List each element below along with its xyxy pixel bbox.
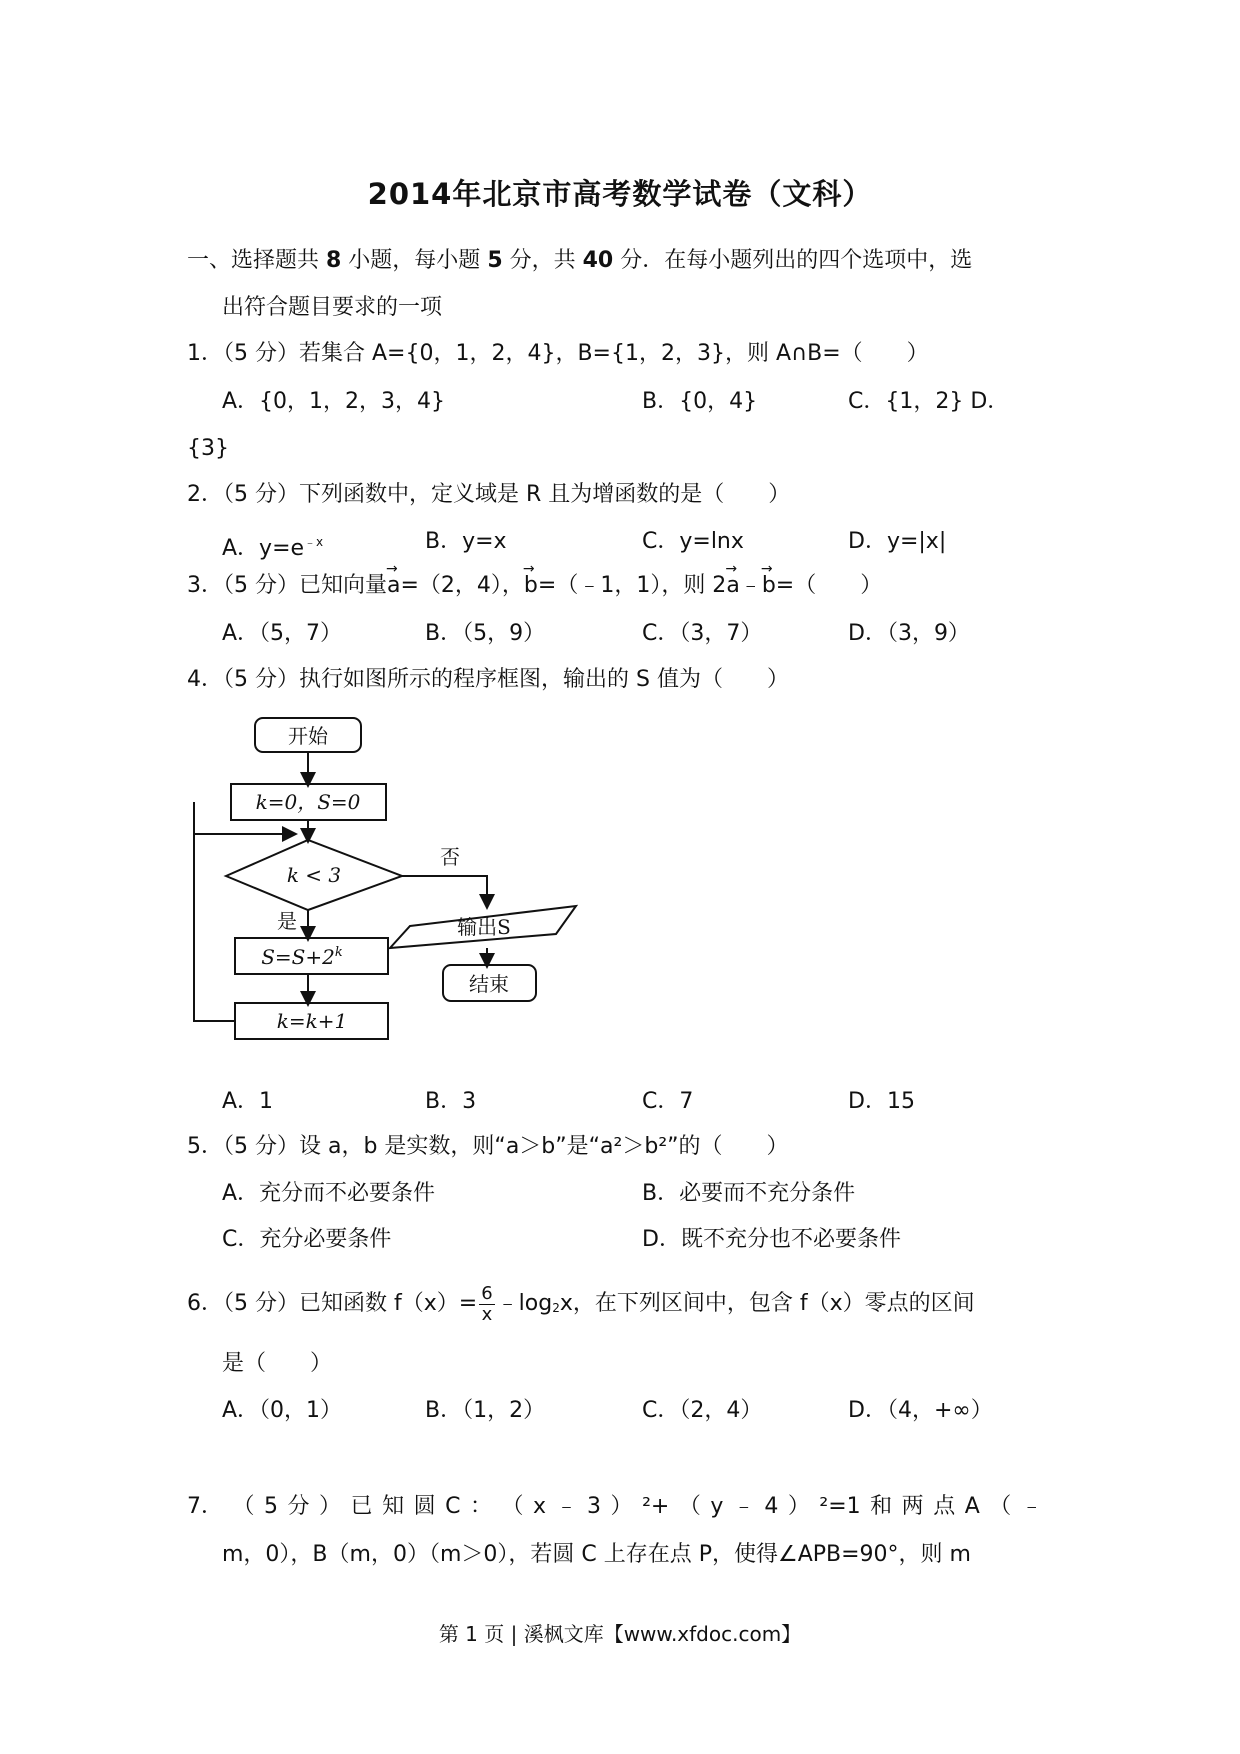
section-count: 8 [326,248,342,273]
question-4-option-b: B．3 [425,1089,477,1114]
question-1-option-a: A．{0，1，2，3，4} [222,389,446,414]
section-points-each: 5 [487,248,503,273]
question-1-option-c: C．{1，2} D． [848,389,1010,414]
question-3-option-d: D．（3，9） [848,621,970,646]
question-6-option-d: D．（4，+∞） [848,1398,993,1423]
question-5-stem: 5．（5 分）设 a，b 是实数，则“a＞b”是“a²＞b²”的（ ） [187,1134,789,1159]
question-4-stem: 4．（5 分）执行如图所示的程序框图，输出的 S 值为（ ） [187,667,789,692]
question-3-stem: 3．（5 分）已知向量→ a=（2，4），→ b=（﹣1，1），则 2→ a﹣→ b=（ ） [187,572,882,600]
vector-b: → b [762,572,776,600]
question-6-option-b: B．（1，2） [425,1398,546,1423]
flow-no-label: 否 [440,845,460,869]
question-6-option-a: A．（0，1） [222,1398,343,1423]
question-2-option-c: C．y=lnx [642,529,744,554]
fraction-6-over-x: $\frac{6}{x}$ [481,1282,493,1325]
question-5-option-d: D．既不充分也不必要条件 [642,1227,901,1252]
section-text: 分．在每小题列出的四个选项中，选 [613,248,973,273]
question-3-option-b: B．（5，9） [425,621,546,646]
question-1-option-d: {3} [187,436,229,461]
question-5-option-b: B．必要而不充分条件 [642,1181,856,1206]
question-2-option-a: A．$y=e^{﹣x}$ [222,535,324,561]
flow-output-label: 输出S [457,915,511,939]
section-text: 一、选择题共 [187,248,326,273]
question-7-stem: 7． （ 5 分 ） 已 知 圆 C ： （ x ﹣ 3 ） ²+ （ y ﹣ 4 ） ²=1 和 两 点 A （ ﹣ [187,1494,1043,1519]
flow-start-label: 开始 [288,724,328,748]
flow-update-s-label: $S=S+2^k$ [261,945,343,969]
page-title: 2014年北京市高考数学试卷（文科） [367,177,873,211]
flow-condition-label: k < 3 [286,863,342,887]
vector-b: → b [524,572,538,600]
question-4-option-d: D．15 [848,1089,915,1114]
question-3-option-a: A．（5，7） [222,621,343,646]
flow-init-label: k=0，S=0 [255,790,361,814]
question-5-option-c: C．充分必要条件 [222,1227,392,1252]
page-footer: 第 1 页 | 溪枫文库【www.xfdoc.com】 [438,1622,802,1646]
question-2-option-b: B．y=x [425,529,507,554]
flowchart [190,712,590,1052]
question-6-stem: 6．（5 分）已知函数 f（x）= $\frac{6}{x}$ $﹣\log_2x$，在下列区间中，包含 f（x）零点的区间 [187,1282,975,1325]
question-3-option-c: C．（3，7） [642,621,763,646]
section-text: 分，共 [502,248,583,273]
question-6-stem-line2: 是（ ） [222,1351,333,1376]
section-heading-line2: 出符合题目要求的一项 [222,295,443,320]
vector-a: → a [726,572,739,600]
question-1-option-b: B．{0，4} [642,389,758,414]
section-points-total: 40 [582,248,614,273]
flow-update-k-label: k=k+1 [276,1009,348,1033]
question-7-stem-line2: m，0），B（m，0）（m＞0），若圆 C 上存在点 P，使得∠APB=90°，则 m [222,1542,971,1567]
question-4-option-c: C．7 [642,1089,694,1114]
section-text: 小题，每小题 [341,248,488,273]
question-2-stem: 2．（5 分）下列函数中，定义域是 R 且为增函数的是（ ） [187,482,791,507]
question-4-option-a: A．1 [222,1089,274,1114]
question-5-option-a: A．充分而不必要条件 [222,1181,436,1206]
vector-a: → a [387,572,400,600]
flow-end-label: 结束 [469,972,509,996]
section-heading [187,247,972,275]
flow-yes-label: 是 [277,909,297,933]
question-6-option-c: C．（2，4） [642,1398,763,1423]
question-2-option-d: D．y=|x| [848,529,947,554]
question-1-stem: 1．（5 分）若集合 A={0，1，2，4}，B={1，2，3}，则 A∩B=（ ） [187,341,929,366]
